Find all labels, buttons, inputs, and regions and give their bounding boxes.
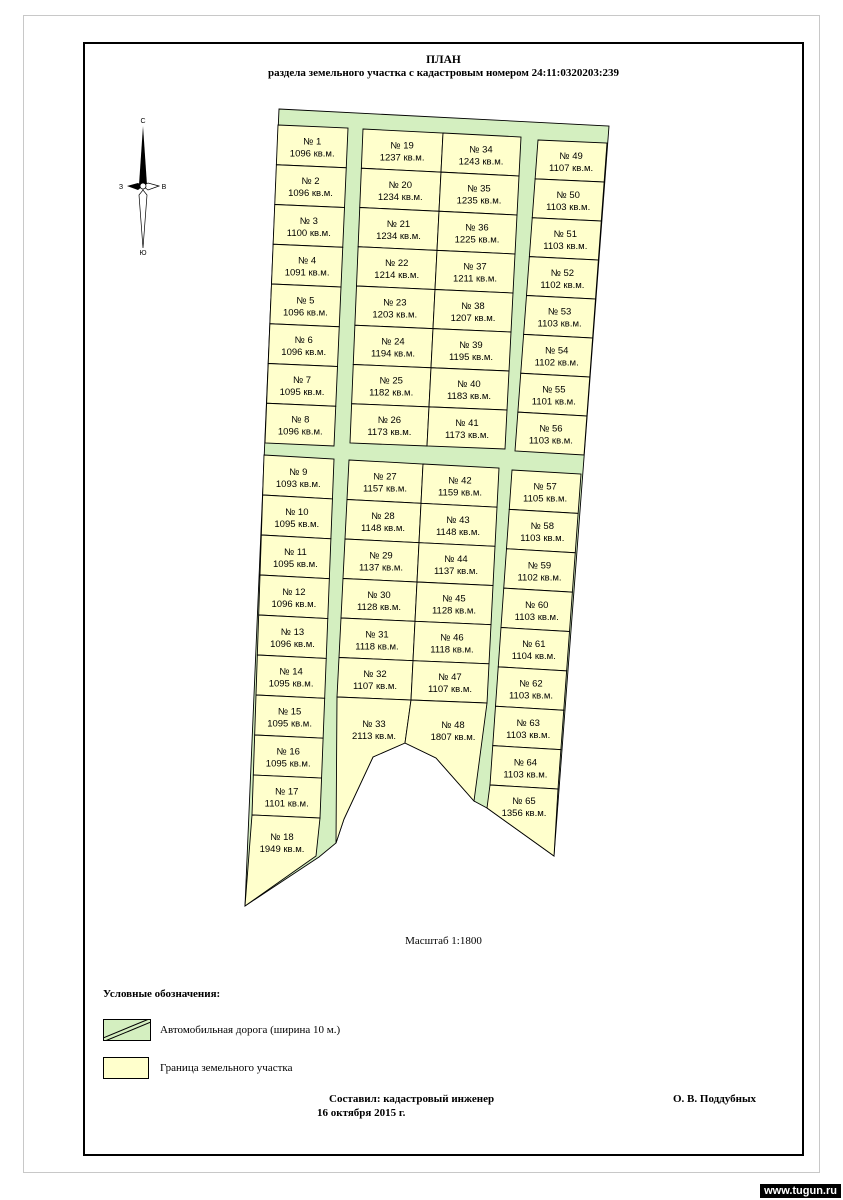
- plot-area: 1207 кв.м.: [450, 312, 496, 324]
- signature-date: 16 октября 2015 г.: [317, 1107, 406, 1119]
- land-plot-35: [439, 172, 519, 215]
- land-plot-62: [496, 667, 567, 710]
- plot-area: 1182 кв.м.: [369, 387, 414, 399]
- land-plot-32: [337, 658, 413, 701]
- plot-area: 1107 кв.м.: [427, 683, 473, 695]
- land-plot-61: [498, 628, 569, 671]
- land-plot-36: [437, 211, 517, 254]
- land-plot-56: [515, 412, 587, 455]
- plot-area: 1103 кв.м.: [508, 690, 554, 702]
- plot-number: № 65: [512, 796, 536, 807]
- plot-number: № 63: [516, 717, 540, 729]
- plot-number: № 60: [524, 599, 549, 611]
- plot-area: 1096 кв.м.: [270, 638, 315, 650]
- plot-area: 1102 кв.м.: [540, 279, 585, 291]
- plot-area: 1101 кв.м.: [531, 396, 576, 408]
- plot-number: № 44: [444, 554, 468, 566]
- land-plot-41: [427, 407, 507, 449]
- plot-area: 1095 кв.м.: [279, 386, 325, 398]
- land-plot-55: [518, 373, 590, 416]
- plot-number: № 27: [373, 471, 397, 483]
- plot-area: 1128 кв.м.: [431, 605, 477, 617]
- land-plot-23: [355, 286, 435, 329]
- plot-number: № 46: [440, 632, 464, 644]
- land-plot-19: [361, 129, 443, 172]
- plot-number: № 16: [276, 746, 300, 758]
- plot-number: № 50: [556, 189, 580, 201]
- land-plot-46: [413, 621, 491, 664]
- plan-subtitle: раздела земельного участка с кадастровым номером 24:11:0320203:239: [267, 67, 620, 79]
- land-plot-9: [263, 455, 334, 499]
- plot-area: 1096 кв.м.: [283, 307, 328, 319]
- plot-number: № 45: [442, 593, 466, 605]
- plot-area: 1235 кв.м.: [456, 195, 502, 207]
- plot-area: 1095 кв.м.: [268, 678, 314, 690]
- plot-number: № 36: [465, 222, 489, 234]
- compass-east-label: В: [161, 184, 167, 191]
- land-plot-51: [529, 218, 601, 260]
- plot-area: 1173 кв.м.: [367, 426, 412, 438]
- plot-area: 1103 кв.м.: [546, 201, 591, 213]
- compass-south-label: Ю: [139, 250, 147, 257]
- land-plot-13: [257, 615, 327, 658]
- land-plot-40: [429, 368, 509, 410]
- plot-area: 1103 кв.м.: [528, 435, 573, 447]
- plot-area: 1137 кв.м.: [433, 566, 479, 578]
- plot-area: 1103 кв.м.: [503, 769, 548, 781]
- land-plot-52: [527, 257, 599, 299]
- plot-number: № 10: [285, 506, 309, 518]
- plot-number: № 33: [362, 719, 386, 730]
- plot-area: 1091 кв.м.: [284, 267, 330, 279]
- land-plot-31: [339, 618, 415, 661]
- plot-number: № 4: [298, 255, 317, 267]
- plot-area: 1234 кв.м.: [377, 191, 423, 203]
- plot-number: № 48: [441, 720, 465, 731]
- compass-west-label: З: [118, 184, 124, 191]
- plot-area: 1103 кв.м.: [514, 611, 559, 623]
- plot-number: № 62: [519, 678, 543, 690]
- legend-road-label: Автомобильная дорога (ширина 10 м.): [160, 1024, 341, 1036]
- plot-number: № 19: [390, 140, 414, 152]
- plot-area: 1103 кв.м.: [537, 318, 582, 330]
- plot-number: № 61: [522, 639, 546, 651]
- plot-number: № 26: [377, 414, 402, 426]
- plot-number: № 21: [386, 219, 411, 230]
- plot-area: 1949 кв.м.: [259, 844, 305, 855]
- land-plot-42: [421, 464, 499, 507]
- land-plot-11: [260, 535, 331, 579]
- plot-number: № 64: [513, 757, 538, 769]
- plot-number: № 11: [284, 546, 307, 558]
- land-plot-39: [431, 329, 511, 371]
- plot-area: 1203 кв.м.: [372, 309, 418, 321]
- plot-area: 1100 кв.м.: [286, 227, 331, 239]
- plot-number: № 55: [542, 384, 566, 396]
- land-plot-44: [417, 543, 495, 586]
- plot-area: 1118 кв.м.: [355, 641, 399, 653]
- plot-number: № 30: [367, 590, 391, 601]
- plot-number: № 58: [530, 521, 555, 533]
- plot-number: № 18: [270, 832, 294, 843]
- plot-number: № 42: [448, 475, 472, 487]
- plot-area: 1104 кв.м.: [511, 651, 556, 663]
- land-plot-47: [411, 661, 489, 703]
- plot-area: 1103 кв.м.: [506, 729, 551, 741]
- plot-number: № 35: [467, 183, 491, 195]
- land-plot-2: [275, 165, 347, 208]
- plot-number: № 39: [459, 339, 483, 351]
- plot-number: № 20: [388, 179, 413, 191]
- land-plot-48: [405, 700, 487, 801]
- land-plot-60: [501, 588, 572, 631]
- plot-boundary: [245, 815, 320, 906]
- legend-road-swatch: [103, 1019, 151, 1041]
- plot-area: 1243 кв.м.: [458, 156, 504, 168]
- plot-number: № 22: [384, 258, 409, 270]
- plot-area: 1148 кв.м.: [360, 523, 406, 535]
- plot-area: 1118 кв.м.: [430, 644, 474, 656]
- plot-area: 1096 кв.м.: [281, 347, 327, 359]
- signature-name: О. В. Поддубных: [673, 1093, 757, 1105]
- plot-area: 1105 кв.м.: [523, 493, 568, 505]
- plot-number: № 51: [553, 228, 578, 240]
- land-plot-28: [345, 500, 421, 543]
- land-plot-38: [433, 290, 513, 333]
- plot-number: № 52: [550, 267, 575, 279]
- plot-area: 1237 кв.м.: [379, 152, 425, 164]
- plot-number: № 2: [301, 176, 320, 188]
- plot-area: 1225 кв.м.: [454, 234, 500, 246]
- land-plot-45: [415, 582, 493, 625]
- land-plot-30: [341, 579, 417, 622]
- land-plot-3: [273, 205, 344, 248]
- plot-number: № 31: [365, 629, 389, 641]
- plot-area: 1096 кв.м.: [271, 598, 317, 610]
- land-plot-24: [353, 325, 433, 368]
- plot-number: № 23: [383, 297, 407, 309]
- plot-number: № 3: [299, 215, 318, 227]
- land-plot-1: [276, 125, 348, 168]
- land-plot-10: [261, 495, 332, 539]
- compass-north-label: С: [140, 118, 146, 125]
- land-plot-64: [490, 746, 561, 789]
- plot-area: 1095 кв.м.: [265, 758, 311, 770]
- plot-area: 1096 кв.м.: [277, 426, 323, 438]
- plot-area: 1183 кв.м.: [446, 390, 492, 402]
- plot-area: 1234 кв.м.: [376, 231, 421, 242]
- plot-area: 1103 кв.м.: [520, 533, 565, 545]
- scale-label: Масштаб 1:1800: [405, 935, 482, 947]
- plot-number: № 7: [292, 374, 312, 386]
- plot-area: 1148 кв.м.: [435, 526, 481, 538]
- plot-number: № 5: [296, 295, 315, 307]
- plot-area: 1137 кв.м.: [358, 562, 404, 574]
- plot-number: № 49: [559, 151, 583, 162]
- plot-number: № 9: [289, 467, 308, 478]
- land-plot-26: [350, 404, 429, 446]
- plot-number: № 24: [381, 336, 405, 348]
- land-plot-34: [441, 133, 521, 176]
- plot-number: № 37: [463, 261, 487, 273]
- plot-number: № 38: [461, 300, 485, 312]
- land-plot-18: [245, 815, 320, 906]
- plot-area: 1107 кв.м.: [549, 163, 594, 174]
- plot-number: № 13: [280, 626, 305, 638]
- plot-number: № 34: [469, 144, 493, 156]
- plot-area: 1093 кв.м.: [275, 479, 321, 490]
- land-plot-8: [265, 403, 336, 446]
- plot-boundary: [405, 700, 487, 801]
- land-plot-5: [270, 284, 341, 327]
- plot-area: 1107 кв.м.: [352, 680, 398, 692]
- plot-area: 1102 кв.м.: [534, 357, 579, 369]
- plot-number: № 28: [371, 511, 395, 523]
- plot-number: № 41: [455, 418, 479, 429]
- signature-role: Составил: кадастровый инженер: [329, 1093, 495, 1105]
- plot-area: 1096 кв.м.: [289, 148, 335, 160]
- land-plot-58: [507, 509, 579, 552]
- plot-number: № 29: [369, 550, 393, 562]
- plot-number: № 17: [274, 786, 299, 798]
- land-plot-20: [360, 168, 441, 211]
- plot-number: № 32: [363, 668, 387, 680]
- land-plot-43: [419, 503, 497, 546]
- land-plot-50: [532, 179, 604, 221]
- plot-number: № 54: [544, 345, 569, 357]
- plot-number: № 40: [457, 378, 481, 390]
- land-plot-21: [358, 208, 439, 251]
- land-plot-37: [435, 250, 515, 293]
- plot-number: № 59: [527, 560, 552, 572]
- plot-number: № 56: [539, 423, 563, 435]
- plot-area: 1096 кв.м.: [288, 188, 333, 200]
- land-plot-59: [504, 549, 576, 592]
- plot-area: 1159 кв.м.: [437, 487, 483, 499]
- plot-number: № 12: [282, 586, 306, 598]
- land-plot-12: [259, 575, 330, 619]
- plot-number: № 57: [533, 481, 557, 493]
- plot-area: 2113 кв.м.: [351, 731, 397, 742]
- land-plot-33: [336, 697, 411, 843]
- land-plot-14: [256, 655, 326, 698]
- land-plot-63: [493, 706, 564, 749]
- plot-area: 1095 кв.м.: [267, 718, 312, 730]
- plot-number: № 6: [294, 335, 313, 347]
- land-plot-27: [347, 460, 423, 503]
- watermark: www.tugun.ru: [760, 1184, 841, 1198]
- plot-area: 1101 кв.м.: [264, 798, 309, 810]
- plot-number: № 47: [438, 671, 462, 683]
- land-plot-16: [253, 735, 323, 778]
- plot-number: № 25: [379, 375, 403, 387]
- legend-plot-swatch: [103, 1057, 149, 1079]
- plot-area: 1103 кв.м.: [543, 240, 588, 252]
- plot-area: 1102 кв.м.: [517, 572, 562, 584]
- land-plot-29: [343, 539, 419, 582]
- land-plot-54: [521, 334, 593, 377]
- legend-plot-label: Граница земельного участка: [160, 1062, 293, 1074]
- land-plot-22: [357, 247, 438, 290]
- land-plot-6: [268, 324, 339, 367]
- plot-number: № 15: [277, 706, 302, 718]
- plot-area: 1211 кв.м.: [452, 273, 498, 285]
- plots-layer: [245, 125, 607, 906]
- plot-area: 1095 кв.м.: [273, 558, 318, 570]
- plot-area: 1128 кв.м.: [356, 602, 402, 613]
- plot-number: № 1: [303, 136, 322, 148]
- land-plot-49: [535, 140, 607, 182]
- plot-area: 1356 кв.м.: [501, 808, 547, 819]
- land-plot-15: [255, 695, 325, 738]
- plot-number: № 14: [279, 666, 303, 678]
- plot-area: 1095 кв.м.: [274, 518, 320, 530]
- plot-area: 1173 кв.м.: [444, 430, 490, 441]
- land-plot-4: [272, 244, 343, 287]
- plot-area: 1157 кв.м.: [362, 483, 408, 495]
- land-plot-17: [252, 775, 322, 818]
- plan-title: ПЛАН: [426, 54, 461, 66]
- plot-number: № 53: [547, 306, 572, 318]
- plot-area: 1807 кв.м.: [430, 732, 476, 743]
- compass-rose-icon: [119, 118, 167, 257]
- plot-number: № 8: [291, 414, 310, 426]
- land-plot-65: [487, 785, 558, 856]
- plot-area: 1194 кв.м.: [370, 348, 416, 360]
- plot-area: 1195 кв.м.: [448, 351, 494, 363]
- plot-area: 1214 кв.м.: [374, 270, 420, 282]
- plot-number: № 43: [446, 514, 470, 526]
- land-plot-57: [509, 470, 581, 513]
- land-plot-7: [267, 364, 338, 407]
- land-plot-53: [524, 296, 596, 339]
- legend-title: Условные обозначения:: [103, 988, 221, 1000]
- land-plot-25: [352, 365, 431, 407]
